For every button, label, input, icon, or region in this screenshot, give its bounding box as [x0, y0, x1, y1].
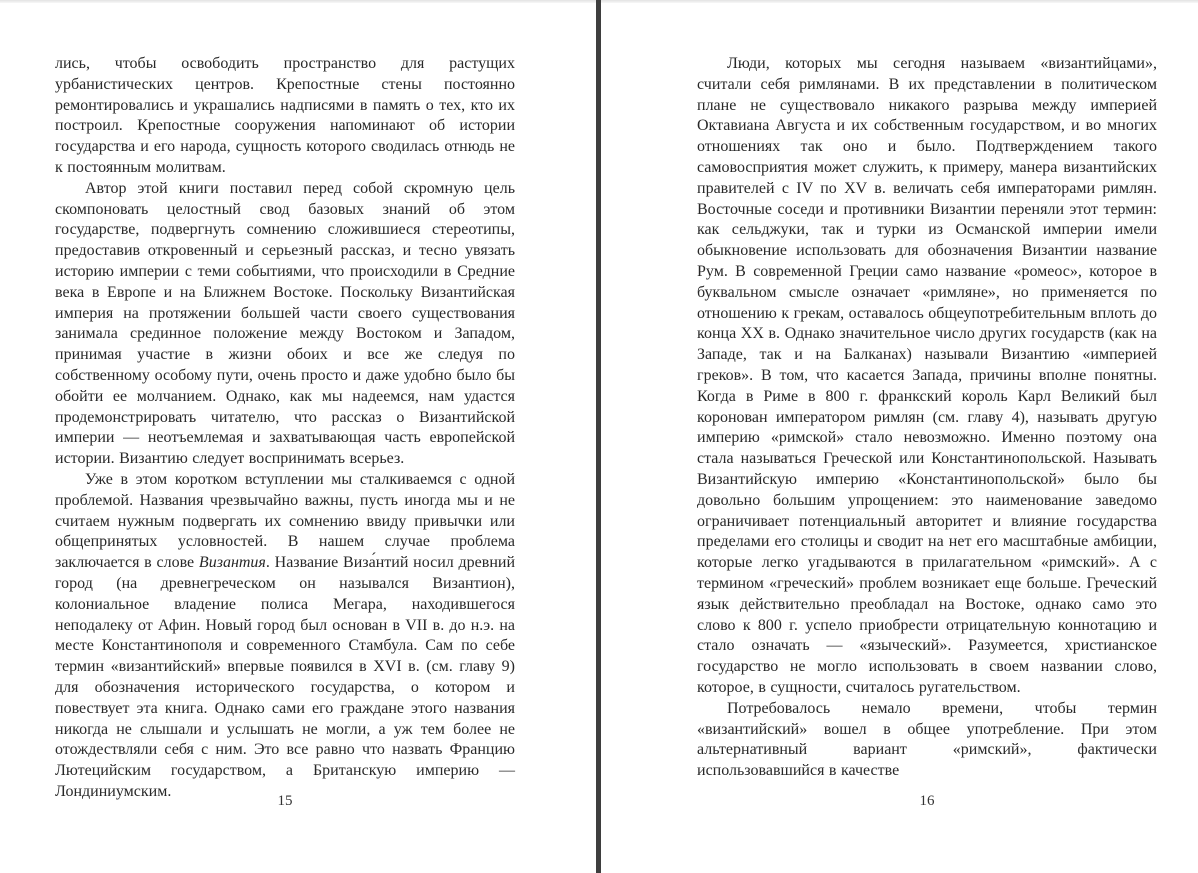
italic-term: Византия [198, 554, 266, 572]
text-run: лись, чтобы освободить пространство для растущих урбанистических центров. Крепостные стены постоянно ремонтировались и украшались надписями в память о тех, кто их построил. Крепостные сооружения напоминают об истории государства и его народа, сущность которого сводилась отнюдь не к постоянным молитвам. [55, 55, 515, 176]
text-run: . Название Виза́нтий носил древний город (на древнегреческом он назывался Византион), колониальное владение полиса Мегара, находившегося неподалеку от Афин. Новый город был основан в VII в. до н.э. на месте Константинополя и современного Стамбула. Сам по себе термин «византийский» впервые появился в XVI в. (см. главу 9) для обозначения исторического государства, о котором и повествует эта книга. Однако сами его граждане этого названия никогда не слышали и услышать не могли, а уж тем более не отождествляли себя с ним. Это все равно что назвать Францию Лютецийским государством, а Британскую империю — Лондиниумским. [55, 554, 516, 800]
text-run: Люди, которых мы сегодня называем «византийцами», считали себя римлянами. В их представлении в политическом плане не существовало никакого разрыва между империей Октавиана Августа и их собственным государством, и во многих отношениях так оно и было. Подтверждением такого самовосприятия может служить, к примеру, манера византийских правителей с IV по XV в. величать себя императорами римлян. Восточные соседи и противники Византии переняли этот термин: как сельджуки, так и турки из Османской империи имели обыкновение использовать для обозначения Византии название Рум. В современной Греции само название «ромеос», которое в буквальном смысле означает «римляне», но применяется по отношению к грекам, оставалось общеупотребительным вплоть до конца XX в. Однако значительное число других государств (как на Западе, так и на Балканах) называли Византию «империей греков». В том, что касается Запада, причины вполне понятны. Когда в Риме в 800 г. франкский король Карл Великий был коронован императором римлян (см. главу 4), называть другую империю «римской» стало невозможно. Именно поэтому она стала называться Греческой или Константинопольской. Называть Византийскую империю «Константинопольской» было бы довольно большим упрощением: это наименование заведомо ограничивает потенциальный авторитет и влияние государства пределами его столицы и сводит на нет его масштабные амбиции, которые легко угадываются в прилагательном «римский». А с термином «греческий» проблем возникает еще больше. Греческий язык действительно преобладал на Востоке, однако само это слово к 800 г. успело приобрести отрицательную коннотацию и стало означать — «языческий». Разумеется, христианское государство не могло использовать в своем названии слово, которое, в сущности, считалось ругательством. [697, 55, 1157, 696]
page-right [601, 0, 1198, 873]
page-right-text [697, 54, 1157, 782]
paragraph [55, 470, 515, 803]
text-run: Автор этой книги поставил перед собой скромную цель скомпоновать целостный свод базовых знаний об этом государстве, подвергнуть сомнению сложившиеся стереотипы, предоставив откровенный и серьезный рассказ, и тесно увязать историю империи с теми событиями, что происходили в Средние века в Европе и на Ближнем Востоке. Поскольку Византийская империя на протяжении большей части своего существования занимала срединное положение между Востоком и Западом, принимая участие в жизни обоих и все же следуя по собственному особому пути, очень просто и даже удобно было бы обойти ее молчанием. Однако, как мы надеемся, нам удастся продемонстрировать читателю, что рассказ о Византийской империи — неотъемлемая и захватывающая часть европейской истории. Византию следует воспринимать всерьез. [55, 179, 515, 468]
text-run: Потребовалось немало времени, чтобы термин «византийский» вошел в общее употребление. При этом альтернативный вариант «римский», фактически использовавшийся в качестве [697, 699, 1157, 780]
page-left-text [55, 54, 515, 803]
paragraph [55, 54, 515, 179]
page-left [0, 0, 596, 873]
paragraph [55, 179, 515, 470]
paragraph [697, 54, 1157, 699]
text-run: Уже в этом коротком вступлении мы сталкиваемся с одной проблемой. Названия чрезвычайно важны, пусть иногда мы и не считаем нужным подвергать их сомнению ввиду привычки или общепринятых условностей. В нашем случае проблема заключается в слове [55, 470, 515, 572]
page-number-left: 15 [277, 793, 293, 809]
page-number-right: 16 [919, 793, 935, 809]
paragraph [697, 699, 1157, 782]
